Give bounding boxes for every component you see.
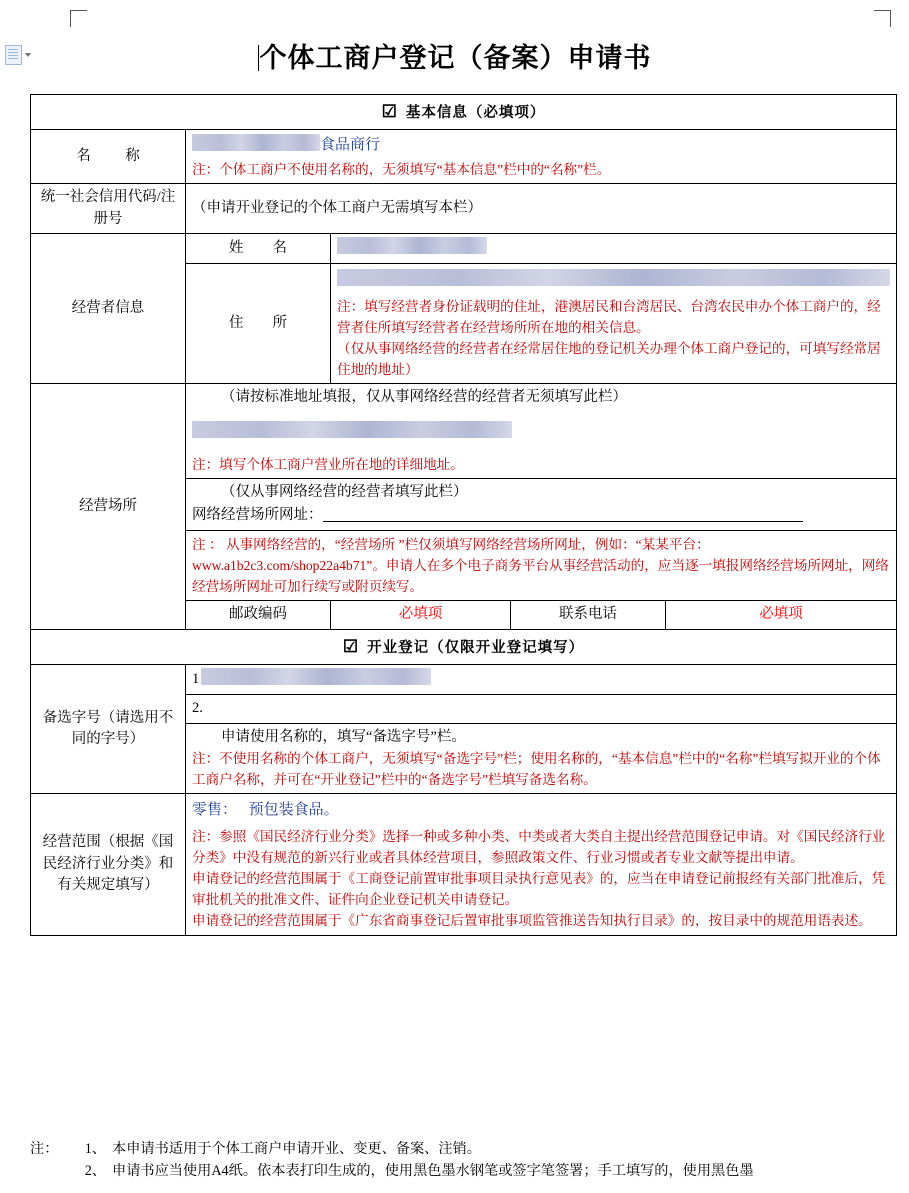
postcode-label: 邮政编码 xyxy=(186,601,331,630)
operator-name-row xyxy=(31,234,897,264)
operator-info-label: 经营者信息 xyxy=(31,234,186,384)
footer-notes-lead-spacer xyxy=(30,1160,60,1182)
application-form xyxy=(30,94,897,936)
operator-address-value-line xyxy=(337,267,890,296)
checkbox-checked-icon[interactable]: ☑ xyxy=(381,102,398,122)
footer-notes-lead: 注： xyxy=(30,1141,59,1157)
checkbox-checked-icon-opening[interactable]: ☑ xyxy=(342,637,360,657)
business-scope-row xyxy=(31,794,897,935)
business-scope-note-1: 注：参照《国民经济行业分类》选择一种或多种小类、中类或者大类自主提出经营范围登记申请。对《国民经济行业分类》中没有规范的新兴行业或者具体经营项目，参照政策文件、行业习惯或者专业文献等提出申请。 xyxy=(192,829,886,866)
credit-code-value[interactable]: （申请开业登记的个体工商户无需填写本栏） xyxy=(186,183,897,234)
business-scope-cell[interactable] xyxy=(186,794,897,935)
footer-note-number-1: 1、 xyxy=(84,1141,106,1157)
business-scope-value-line xyxy=(192,797,890,826)
postcode-value[interactable]: 必填项 xyxy=(331,601,511,630)
redacted-premises-address xyxy=(192,421,512,438)
business-scope-note-2: 申请登记的经营范围属于《工商登记前置审批事项目录执行意见表》的，应当在申请登记前报经有关部门批准后，凭审批机关的批准文件、证件向企业登记机关申请登记。 xyxy=(192,871,886,908)
credit-code-label: 统一社会信用代码/注册号 xyxy=(31,183,186,234)
section-header-opening-row xyxy=(31,630,897,665)
name-cell[interactable] xyxy=(186,130,897,184)
alt-name-label: 备选字号（请选用不同的字号） xyxy=(31,665,186,794)
footer-note-text-1: 本申请书适用于个体工商户申请开业、变更、备案、注销。 xyxy=(112,1141,481,1157)
premises-website-input[interactable] xyxy=(323,506,803,522)
premises-website-note-cell xyxy=(186,531,897,601)
footer-note-row-2 xyxy=(30,1160,896,1182)
section-header-basic-row xyxy=(31,95,897,130)
name-row xyxy=(31,130,897,184)
premises-detail-note: 注：填写个体工商户营业所在地的详细地址。 xyxy=(192,456,464,472)
premises-standard-cell[interactable] xyxy=(186,384,897,479)
premises-website-line xyxy=(192,503,890,527)
premises-online-cell[interactable] xyxy=(186,478,897,531)
name-value-line xyxy=(192,133,890,159)
section-header-opening xyxy=(31,630,897,665)
premises-standard-note: （请按标准地址填报，仅从事网络经营的经营者无须填写此栏） xyxy=(221,389,627,406)
business-scope-value-1: 零售： xyxy=(192,802,238,819)
redacted-operator-name xyxy=(337,237,487,254)
redacted-operator-address xyxy=(337,269,890,286)
alt-name-1-cell[interactable] xyxy=(186,665,897,695)
operator-address-cell[interactable] xyxy=(331,264,897,384)
alt-name-2-cell[interactable]: 2. xyxy=(186,694,897,723)
footer-note-text-2: 申请书应当使用A4纸。依本表打印生成的，使用黑色墨水钢笔或签字笔签署；手工填写的，使用黑色墨 xyxy=(112,1163,754,1179)
operator-address-note: 注：填写经营者身份证载明的住址，港澳居民和台湾居民、台湾农民申办个体工商户的，经营者住所填写经营者在经营场所所在地的相关信息。 xyxy=(337,298,881,335)
alt-name-note-cell xyxy=(186,723,897,794)
operator-name-value-cell[interactable] xyxy=(331,234,897,264)
redacted-name xyxy=(192,134,320,151)
premises-online-note: （仅从事网络经营的经营者填写此栏） xyxy=(221,483,468,500)
premises-standard-row xyxy=(31,384,897,479)
page-title-text: 个体工商户登记（备案）申请书 xyxy=(259,43,652,73)
premises-website-note: 注 ： 从事网络经营的，“经营场所 ”栏仅须填写网络经营场所网址，例如：“某某平台：www.a1b2c3.com/shop22a4b71”。申请人在多个电子商务平台从事经营活动的，应当逐一填报网络经营场所网址，网络经营场所网址可加行续写或附页续写。 xyxy=(192,537,889,595)
phone-value[interactable]: 必填项 xyxy=(666,601,897,630)
crop-mark-top-left xyxy=(70,10,87,27)
section-header-opening-label: 开业登记（仅限开业登记填写） xyxy=(367,640,585,657)
alt-name-1-number: 1 xyxy=(192,671,200,688)
alt-name-note: 注：不使用名称的个体工商户，无须填写“备选字号”栏；使用名称的，“基本信息”栏中的“名称”栏填写拟开业的个体工商户名称，并可在“开业登记”栏中的“备选字号”栏填写备选名称。 xyxy=(192,751,881,788)
crop-mark-top-right xyxy=(874,10,891,27)
business-scope-note-3: 申请登记的经营范围属于《广东省商事登记后置审批事项监管推送告知执行目录》的，按目录中的规范用语表述。 xyxy=(192,913,872,929)
operator-address-note-2: （仅从事网络经营的经营者在经常居住地的登记机关办理个体工商户登记的，可填写经常居住地的地址） xyxy=(337,340,881,377)
name-value: 食品商行 xyxy=(320,137,381,153)
business-scope-label: 经营范围（根据《国民经济行业分类》和有关规定填写） xyxy=(31,794,186,935)
footer-notes xyxy=(30,1138,896,1182)
section-header-basic xyxy=(31,95,897,130)
alt-name-note-head: 申请使用名称的，填写“备选字号”栏。 xyxy=(221,728,466,745)
premises-label: 经营场所 xyxy=(31,384,186,630)
operator-name-label: 姓 名 xyxy=(186,234,331,264)
premises-website-label: 网络经营场所网址： xyxy=(192,507,323,524)
redacted-alt-name-1 xyxy=(201,668,431,685)
name-note: 注：个体工商户不使用名称的，无须填写“基本信息”栏中的“名称”栏。 xyxy=(192,161,611,177)
page-title xyxy=(0,36,909,75)
credit-code-row xyxy=(31,183,897,234)
operator-address-label: 住 所 xyxy=(186,264,331,384)
premises-address-value-line xyxy=(192,409,890,454)
business-scope-value-2: 预包装食品。 xyxy=(248,802,339,819)
text-cursor xyxy=(258,45,259,71)
name-label: 名 称 xyxy=(31,130,186,184)
phone-label: 联系电话 xyxy=(511,601,666,630)
section-header-basic-label: 基本信息（必填项） xyxy=(405,105,546,122)
alt-name-1-row xyxy=(31,665,897,695)
footer-note-row-1 xyxy=(30,1138,896,1160)
footer-note-number-2: 2、 xyxy=(84,1163,106,1179)
